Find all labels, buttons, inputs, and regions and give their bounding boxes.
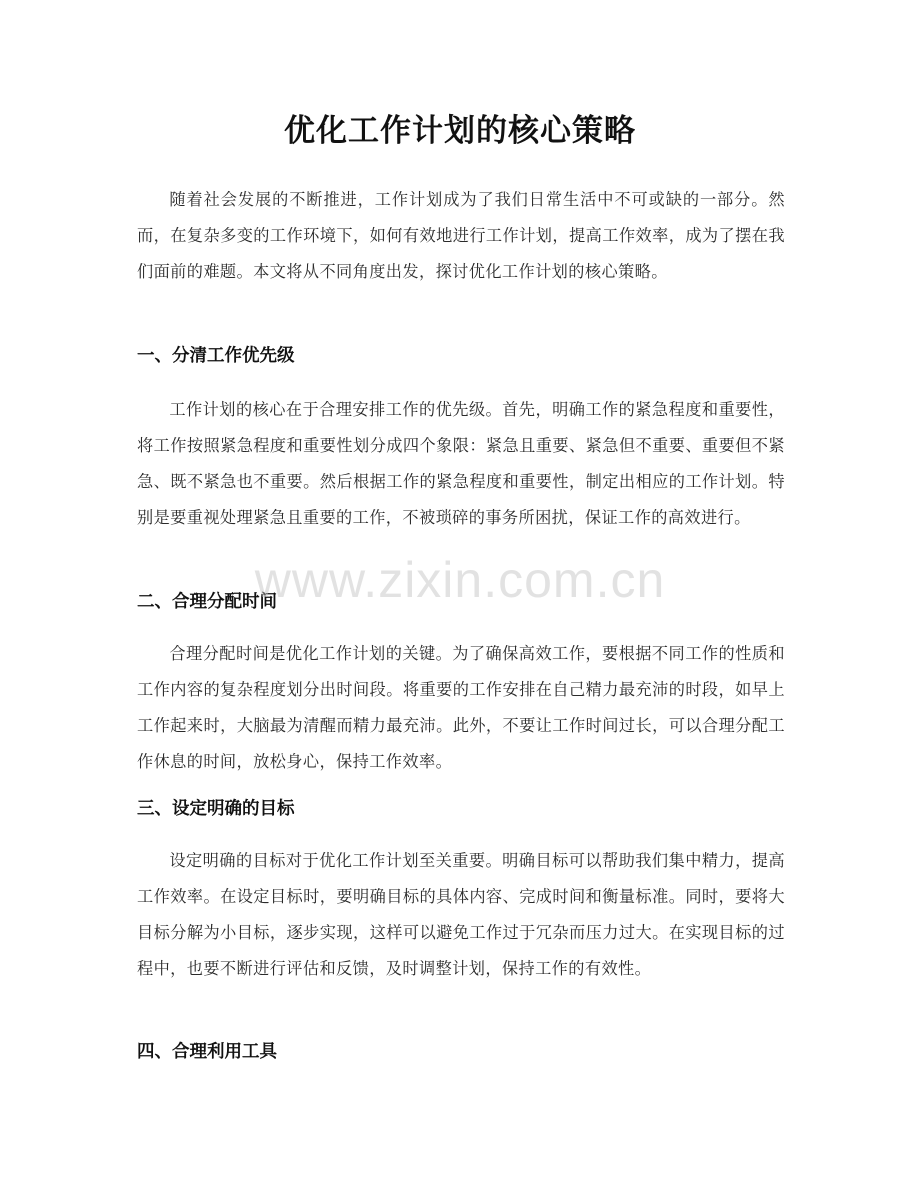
section-heading-4: 四、合理利用工具 bbox=[137, 1042, 277, 1062]
watermark-text: www.zixin.com.cn bbox=[254, 552, 666, 608]
intro-paragraph: 随着社会发展的不断推进，工作计划成为了我们日常生活中不可或缺的一部分。然而，在复杂多变的工作环境下，如何有效地进行工作计划，提高工作效率，成为了摆在我们面前的难题。本文将从不同角度出发，探讨优化工作计划的核心策略。 bbox=[137, 190, 785, 281]
section-heading-2: 二、合理分配时间 bbox=[137, 592, 277, 612]
section-heading-3: 三、设定明确的目标 bbox=[137, 799, 295, 819]
section-body-3: 设定明确的目标对于优化工作计划至关重要。明确目标可以帮助我们集中精力，提高工作效率。在设定目标时，要明确目标的具体内容、完成时间和衡量标准。同时，要将大目标分解为小目标，逐步实现，这样可以避免工作过于冗杂而压力过大。在实现目标的过程中，也要不断进行评估和反馈，及时调整计划，保持工作的有效性。 bbox=[137, 851, 785, 978]
section-body-1: 工作计划的核心在于合理安排工作的优先级。首先，明确工作的紧急程度和重要性，将工作按照紧急程度和重要性划分成四个象限：紧急且重要、紧急但不重要、重要但不紧急、既不紧急也不重要。然后根据工作的紧急程度和重要性，制定出相应的工作计划。特别是要重视处理紧急且重要的工作，不被琐碎的事务所困扰，保证工作的高效进行。 bbox=[137, 400, 785, 527]
section-body-2: 合理分配时间是优化工作计划的关键。为了确保高效工作，要根据不同工作的性质和工作内容的复杂程度划分出时间段。将重要的工作安排在自己精力最充沛的时段，如早上工作起来时，大脑最为清醒而精力最充沛。此外，不要让工作时间过长，可以合理分配工作休息的时间，放松身心，保持工作效率。 bbox=[137, 644, 785, 771]
page-title: 优化工作计划的核心策略 bbox=[284, 113, 636, 149]
section-heading-1: 一、分清工作优先级 bbox=[137, 346, 295, 366]
